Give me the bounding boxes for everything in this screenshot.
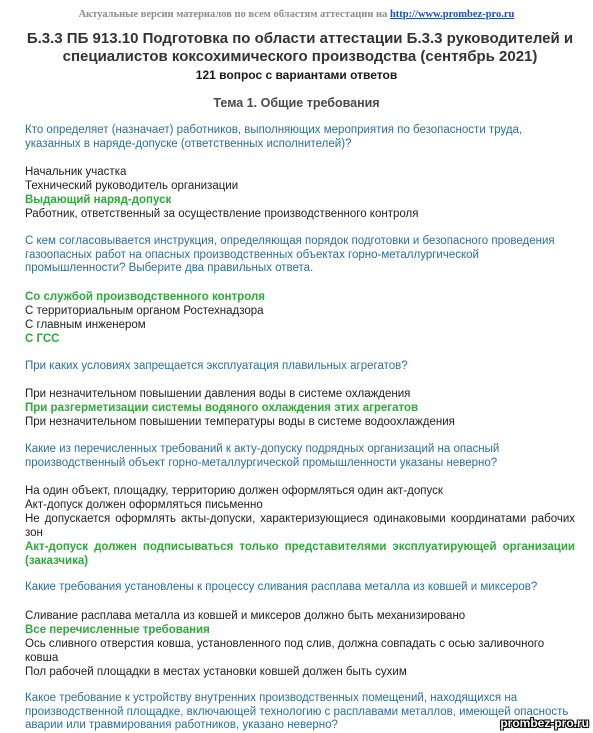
topic-heading: Тема 1. Общие требования xyxy=(213,96,380,110)
answer-option: При незначительном повышении давления воды в системе охлаждения xyxy=(25,388,411,400)
answer-option: Работник, ответственный за осуществление производственного контроля xyxy=(25,208,419,220)
answer-option: С территориальным органом Ростехнадзора xyxy=(25,305,264,317)
question-text: Какие требования установлены к процессу сливания расплава металла из ковшей и миксеров? xyxy=(25,581,538,593)
header-prefix: Актуальные версии материалов по всем областям аттестации на xyxy=(78,9,390,20)
answer-option: На один объект, площадку, территорию должен оформляться один акт-допуск xyxy=(25,485,443,497)
answer-option-correct: Выдающий наряд-допуск xyxy=(25,194,172,206)
answer-option: При незначительном повышении температуры воды в системе водоохлаждения xyxy=(25,416,455,428)
answer-option-correct: При разгерметизации системы водяного охлаждения этих агрегатов xyxy=(25,402,419,414)
answer-option: Сливание расплава металла из ковшей и миксеров должно быть механизировано xyxy=(25,610,466,622)
watermark: prombez-pro.ru xyxy=(500,716,589,730)
question-text: Кто определяет (назначает) работников, выполняющих мероприятия по безопасности труда, указанных в наряде-допуске (ответственных исполнителей)? xyxy=(25,124,523,150)
answer-option: Акт-допуск должен оформляться письменно xyxy=(25,499,263,511)
question-text: При каких условиях запрещается эксплуатация плавильных агрегатов? xyxy=(25,360,408,372)
question-text: Какие из перечисленных требований к акту-допуску подрядных организаций на опасный производственный объект горно-металлургической промышленности указаны неверно? xyxy=(25,443,500,469)
document-subtitle: 121 вопрос с вариантами ответов xyxy=(195,68,398,82)
answer-option: Не допускается оформлять акты-допуски, характеризующиеся одинаковыми координатами рабочих зон xyxy=(25,513,575,539)
answer-option: С главным инженером xyxy=(25,319,146,331)
answer-option: Технический руководитель организации xyxy=(25,180,239,192)
question-text: Какое требование к устройству внутренних производственных помещений, находящихся на производственной площадке, включающей технологию с расплавами металлов, имеющей опасность аварии или травмирования работников, указано неверно? xyxy=(25,692,569,732)
answer-option: Начальник участка xyxy=(25,166,127,178)
header-banner xyxy=(0,9,593,20)
answer-option: Пол рабочей площадки в местах установки ковшей должен быть сухим xyxy=(25,666,407,678)
header-link[interactable]: http://www.prombez-pro.ru xyxy=(389,9,515,20)
answer-option-correct: Акт-допуск должен подписываться только представителями эксплуатирующей организации (заказчика) xyxy=(25,541,575,567)
document-title: Б.3.3 ПБ 913.10 Подготовка по области аттестации Б.3.3 руководителей и специалистов коксохимического производства (сентябрь 2021) xyxy=(26,30,574,65)
answer-option-correct: Со службой производственного контроля xyxy=(25,291,265,303)
answer-option: Ось сливного отверстия ковша, установленного под слив, должна совпадать с осью заливочного ковша xyxy=(25,638,545,664)
question-text: С кем согласовывается инструкция, определяющая порядок подготовки и безопасного проведения газоопасных работ на опасных производственных объектах горно-металлургической промышленности? Выберите два правильных ответа. xyxy=(25,235,555,275)
answer-option-correct: С ГСС xyxy=(25,333,60,345)
answer-option-correct: Все перечисленные требования xyxy=(25,624,210,636)
